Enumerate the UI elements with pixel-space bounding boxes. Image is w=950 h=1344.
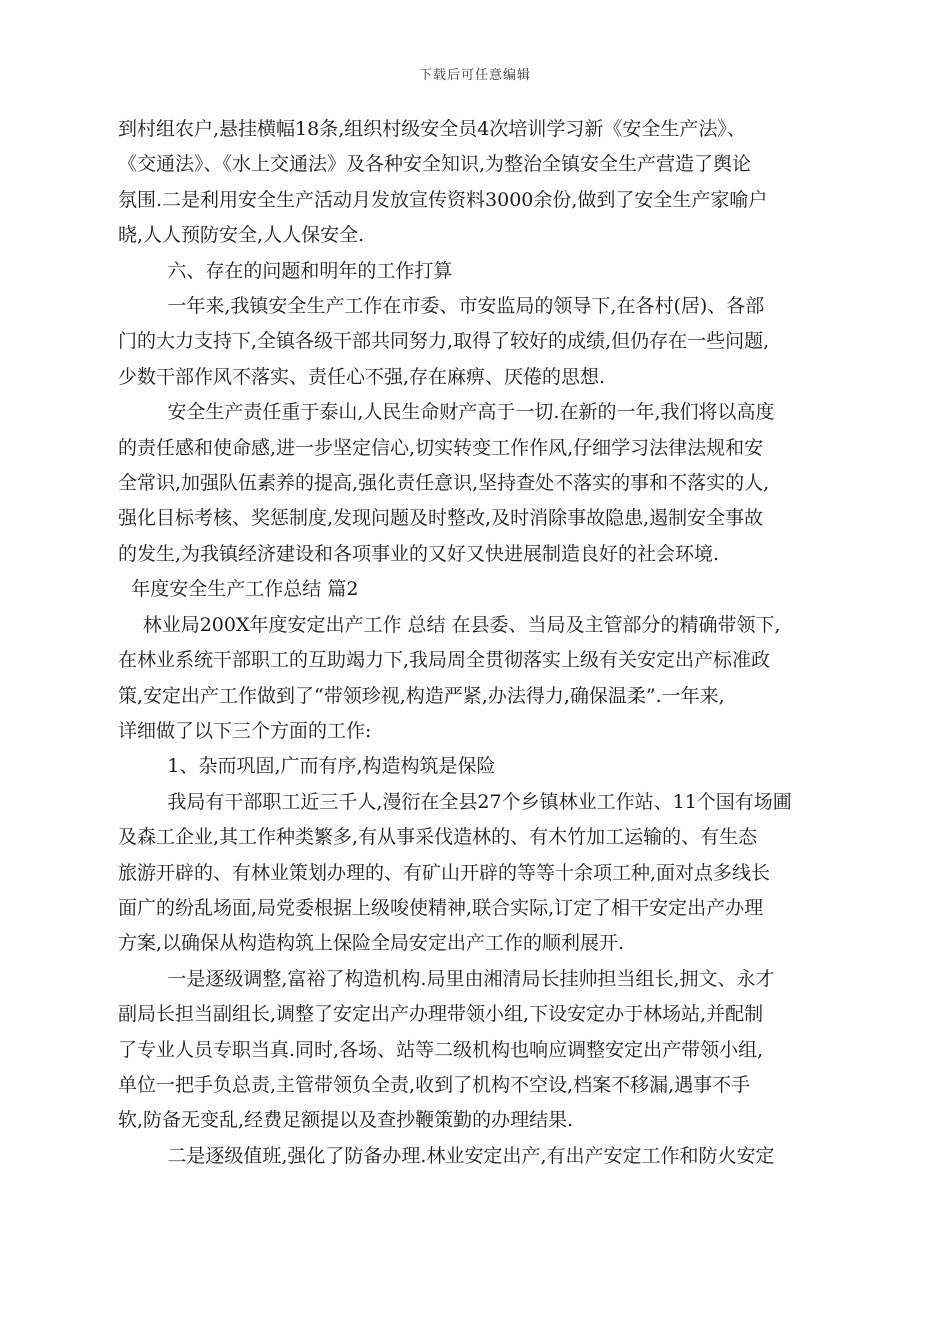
document-body	[118, 112, 838, 1174]
subsection-heading-1	[118, 749, 838, 784]
text-line: 一是逐级调整,富裕了构造机构.局里由湘清局长挂帅担当组长,拥文、永才	[167, 967, 775, 990]
text-line: 全常识,加强队伍素养的提高,强化责任意识,坚持查处不落实的事和不落实的人,	[118, 472, 770, 495]
text-line: 门的大力支持下,全镇各级干部共同努力,取得了较好的成绩,但仍存在一些问题,	[118, 330, 770, 353]
text-line: 及森工企业,其工作种类繁多,有从事采伐造林的、有木竹加工运输的、有生态	[118, 826, 758, 849]
text-line: 《交通法》、《水上交通法》及各种安全知识,为整治全镇安全生产营造了舆论	[118, 153, 752, 176]
text-line: 详细做了以下三个方面的工作:	[118, 719, 372, 742]
paragraph-p1	[118, 112, 838, 254]
text-line: 了专业人员专职当真.同时,各场、站等二级机构也响应调整安定出产带领小组,	[118, 1038, 764, 1061]
text-line: 氛围.二是利用安全生产活动月发放宣传资料3000余份,做到了安全生产家喻户	[118, 188, 768, 211]
text-line: 强化目标考核、奖惩制度,发现问题及时整改,及时消除事故隐患,遏制安全事故	[118, 507, 764, 530]
paragraph-p9	[118, 962, 838, 1139]
text-line: 的责任感和使命感,进一步坚定信心,切实转变工作作风,仔细学习法律法规和安	[118, 436, 764, 459]
page-header: 下载后可任意编辑	[418, 68, 531, 83]
text-line: 二是逐级值班,强化了防备办理.林业安定出产,有出产安定工作和防火安定	[167, 1144, 775, 1167]
text-line: 旅游开辟的、有林业策划办理的、有矿山开辟的等等十余项工种,面对点多线长	[118, 861, 771, 884]
paragraph-p8	[118, 785, 838, 962]
text-line: 到村组农户,悬挂横幅18条,组织村级安全员4次培训学习新《安全生产法》、	[118, 118, 746, 140]
text-line: 软,防备无变乱,经费足额提以及查抄鞭策勤的办理结果.	[118, 1109, 574, 1132]
text-line: 晓,人人预防安全,人人保安全.	[118, 224, 365, 247]
text-line: 林业局200X年度安定出产工作 总结 在县委、当局及主管部分的精确带领下,	[142, 613, 781, 636]
text-line: 一年来,我镇安全生产工作在市委、市安监局的领导下,在各村(居)、各部	[167, 295, 765, 318]
text-line: 方案,以确保从构造构筑上保险全局安定出产工作的顺利展开.	[118, 932, 625, 955]
text-line: 在林业系统干部职工的互助竭力下,我局周全贯彻落实上级有关安定出产标准政	[118, 649, 771, 672]
text-line: 面广的纷乱场面,局党委根据上级唆使精神,联合实际,订定了相干安定出产办理	[118, 896, 764, 919]
section-heading-six	[118, 254, 838, 289]
text-line: 六、存在的问题和明年的工作打算	[167, 259, 453, 282]
text-line: 安全生产责任重于泰山,人民生命财产高于一切.在新的一年,我们将以高度	[167, 401, 775, 424]
text-line: 少数干部作风不落实、责任心不强,存在麻痹、厌倦的思想.	[118, 365, 606, 388]
text-line: 的发生,为我镇经济建设和各项事业的又好又快进展制造良好的社会环境.	[118, 542, 720, 565]
paragraph-p4	[118, 395, 838, 572]
text-line: 单位一把手负总责,主管带领负全责,收到了机构不空设,档案不移漏,遇事不手	[118, 1073, 751, 1096]
text-line: 1、杂而巩固,广而有序,构造构筑是保险	[167, 755, 496, 778]
text-line: 年度安全生产工作总结 篇2	[131, 578, 359, 601]
text-line: 副局长担当副组长,调整了安定出产办理带领小组,下设安定办于林场站,并配制	[118, 1003, 764, 1026]
text-line: 我局有干部职工近三千人,漫衍在全县27个乡镇林业工作站、11个国有场圃	[167, 790, 792, 813]
paragraph-p3	[118, 289, 838, 395]
text-line: 策,安定出产工作做到了“带领珍视,构造严紧,办法得力,确保温柔”.一年来,	[118, 684, 725, 707]
section-title-part2	[118, 572, 838, 607]
paragraph-p10	[118, 1139, 838, 1174]
paragraph-p6	[118, 608, 838, 750]
